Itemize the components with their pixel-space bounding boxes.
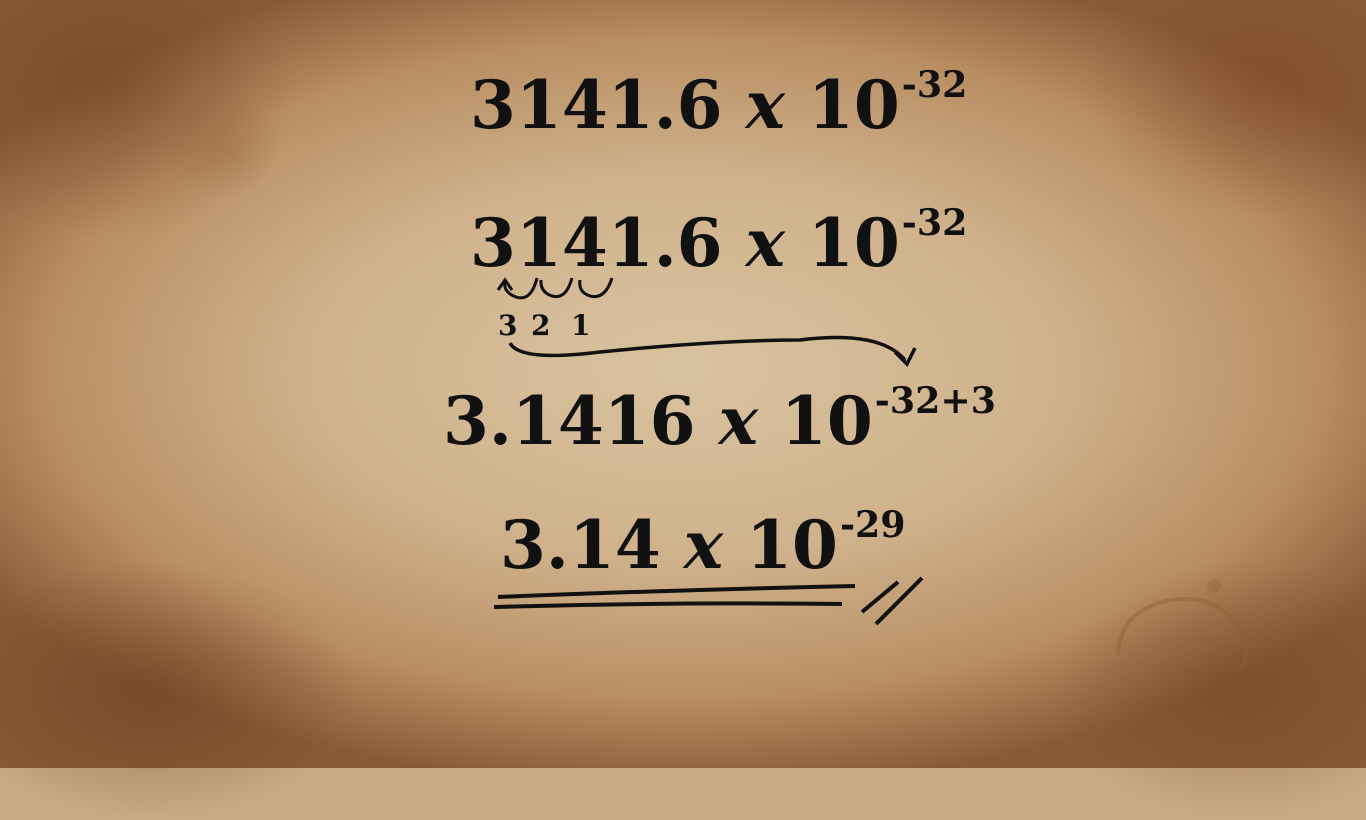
final-underline-1 [498, 586, 855, 597]
times-sign: x [745, 204, 785, 282]
power-base: 10 [746, 506, 838, 584]
power-base: 10 [780, 382, 873, 460]
coffee-ring-stain [1118, 599, 1247, 668]
times-sign: x [745, 66, 785, 144]
exponent: -32 [901, 201, 968, 245]
shift-count-2: 2 [531, 309, 551, 342]
mantissa: 3.1416 [443, 382, 696, 460]
final-underline-2 [494, 603, 842, 607]
hop-arrow-1 [580, 278, 612, 297]
exponent: -29 [839, 503, 906, 547]
coffee-drop-stain [1207, 579, 1221, 593]
times-sign: x [718, 382, 758, 460]
power-base: 10 [807, 66, 900, 144]
exponent: -32 [901, 63, 968, 107]
mantissa: 3141.6 [470, 66, 723, 144]
shift-to-exponent-arrow [510, 338, 905, 361]
mantissa: 3.14 [500, 506, 661, 584]
mantissa: 3141.6 [470, 204, 723, 282]
done-mark-2 [876, 578, 922, 624]
shift-count-3: 3 [498, 309, 518, 342]
exponent: -32+3 [874, 379, 997, 423]
times-sign: x [683, 506, 724, 584]
shift-count-1: 1 [571, 309, 591, 342]
shift-to-exponent-arrowhead [895, 348, 915, 364]
power-base: 10 [807, 204, 900, 282]
hop-arrow-2 [541, 278, 572, 297]
